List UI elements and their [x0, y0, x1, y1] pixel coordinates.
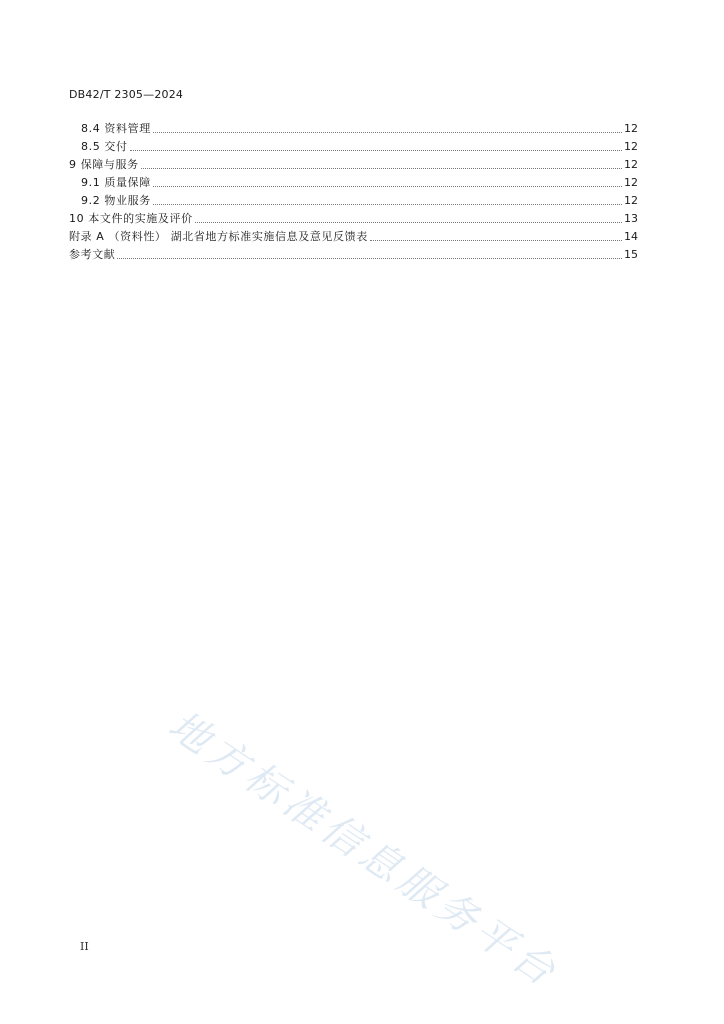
toc-entry-page: 12: [624, 176, 638, 189]
toc-entry-page: 12: [624, 140, 638, 153]
toc-leader-dots: [117, 257, 622, 259]
toc-entry-page: 13: [624, 212, 638, 225]
toc-entry[interactable]: [69, 208, 638, 226]
toc-entry-page: 12: [624, 122, 638, 135]
toc-leader-dots: [195, 221, 622, 223]
toc-entry[interactable]: [69, 190, 638, 208]
page-number: II: [80, 940, 89, 953]
toc-leader-dots: [153, 185, 622, 187]
table-of-contents: [69, 118, 638, 262]
toc-entry-page: 12: [624, 194, 638, 207]
toc-entry-label: 8.5 交付: [81, 140, 128, 153]
toc-leader-dots: [130, 149, 622, 151]
toc-entry[interactable]: [69, 226, 638, 244]
toc-leader-dots: [153, 203, 622, 205]
toc-entry[interactable]: [69, 172, 638, 190]
toc-entry[interactable]: [69, 136, 638, 154]
toc-entry-label: 9.2 物业服务: [81, 194, 151, 207]
toc-entry-label: 附录 A （资料性） 湖北省地方标准实施信息及意见反馈表: [69, 230, 368, 243]
watermark-text: 地方标准信息服务平台: [160, 702, 568, 998]
toc-entry[interactable]: [69, 154, 638, 172]
toc-leader-dots: [141, 167, 622, 169]
toc-entry-page: 15: [624, 248, 638, 261]
toc-entry-page: 12: [624, 158, 638, 171]
toc-entry-label: 参考文献: [69, 248, 116, 261]
toc-leader-dots: [370, 239, 622, 241]
toc-leader-dots: [153, 131, 622, 133]
toc-entry-page: 14: [624, 230, 638, 243]
toc-entry-label: 10 本文件的实施及评价: [69, 212, 193, 225]
toc-entry-label: 8.4 资料管理: [81, 122, 151, 135]
document-code: DB42/T 2305—2024: [69, 88, 184, 101]
toc-entry-label: 9 保障与服务: [69, 158, 139, 171]
toc-entry[interactable]: [69, 118, 638, 136]
toc-entry-label: 9.1 质量保障: [81, 176, 151, 189]
toc-entry[interactable]: [69, 244, 638, 262]
